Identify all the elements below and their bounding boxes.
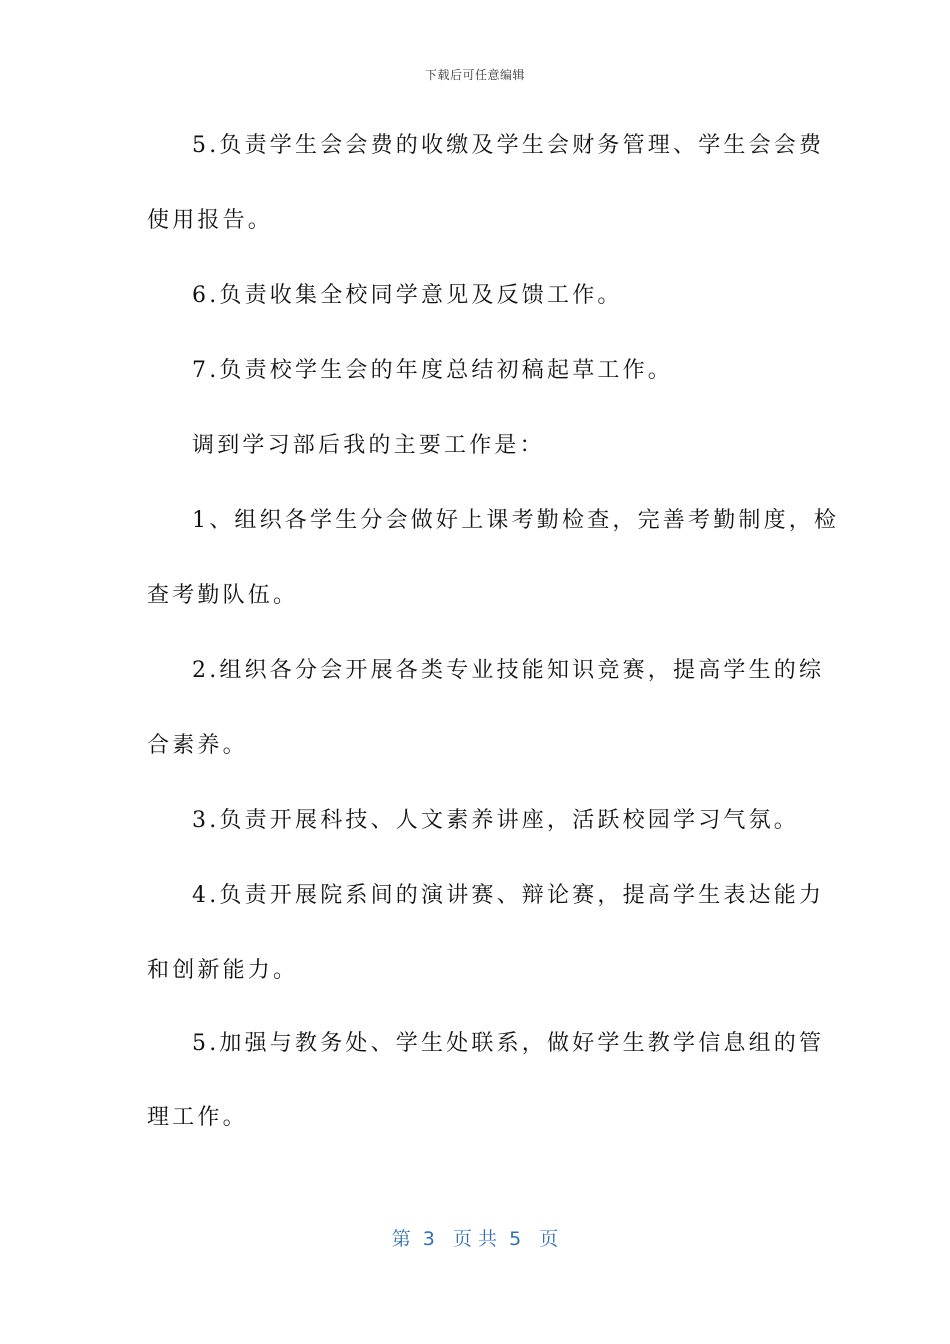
paragraph-line: 2.组织各分会开展各类专业技能知识竞赛，提高学生的综 [192, 658, 825, 683]
paragraph-line: 使用报告。 [147, 208, 274, 233]
paragraph-line: 4.负责开展院系间的演讲赛、辩论赛，提高学生表达能力 [192, 883, 825, 908]
paragraph-line: 理工作。 [147, 1105, 248, 1130]
paragraph-line: 5.加强与教务处、学生处联系，做好学生教学信息组的管 [192, 1031, 825, 1056]
paragraph-line: 和创新能力。 [147, 958, 299, 983]
paragraph-line: 1、组织各学生分会做好上课考勤检查，完善考勤制度，检 [192, 508, 840, 533]
paragraph-line: 合素养。 [147, 733, 248, 758]
paragraph-line: 3.负责开展科技、人文素养讲座，活跃校园学习气氛。 [192, 808, 799, 833]
page-header: 下载后可任意编辑 [424, 68, 525, 82]
paragraph-line: 7.负责校学生会的年度总结初稿起草工作。 [192, 358, 673, 383]
paragraph-line: 5.负责学生会会费的收缴及学生会财务管理、学生会会费 [192, 133, 825, 158]
page-number-footer: 第 3 页 共 5 页 [391, 1228, 559, 1250]
paragraph-line: 查考勤队伍。 [147, 583, 299, 608]
paragraph-line: 调到学习部后我的主要工作是： [192, 433, 545, 458]
paragraph-line: 6.负责收集全校同学意见及反馈工作。 [192, 283, 623, 308]
